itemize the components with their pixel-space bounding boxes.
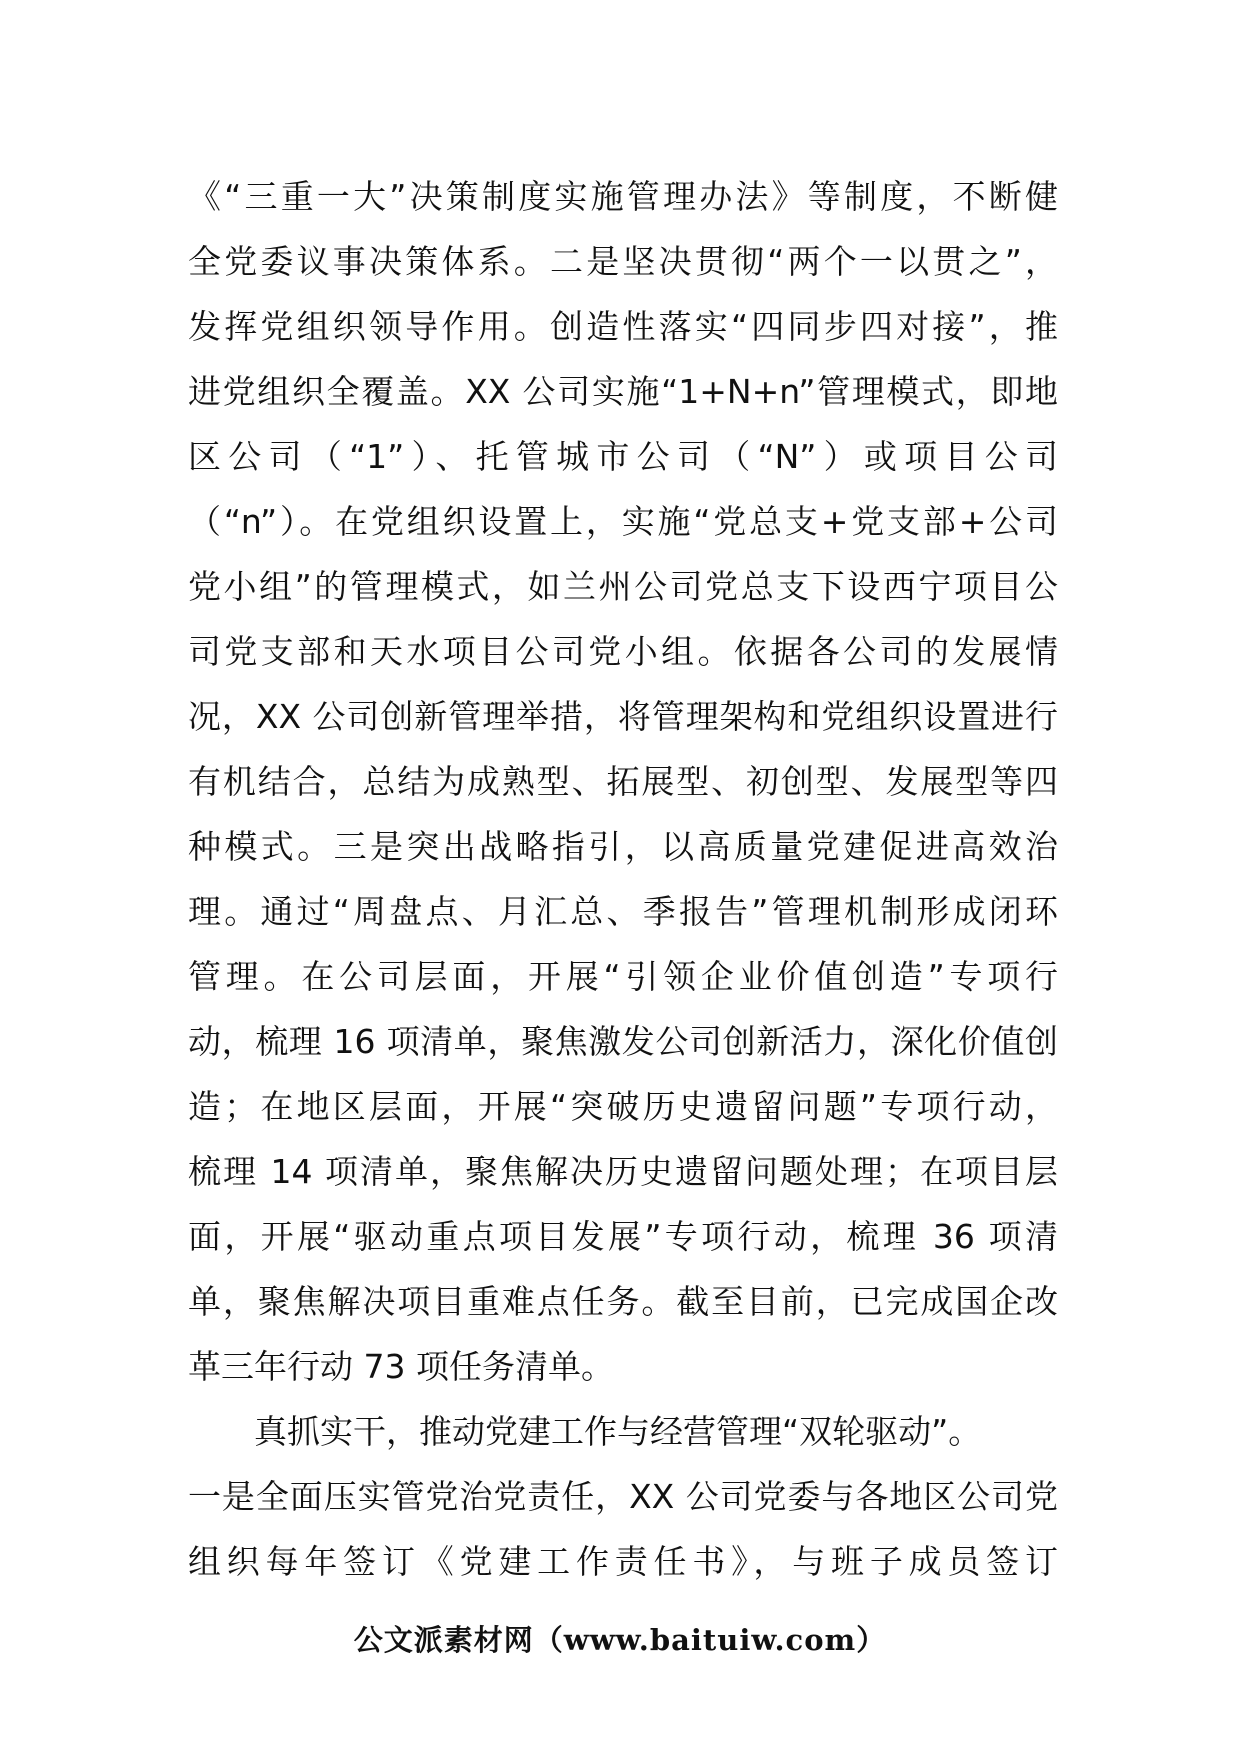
text-line: 区公司（“1”）、托管城市公司（“N”）或项目公司: [188, 437, 1058, 476]
text-line: 梳理 14 项清单，聚焦解决历史遗留问题处理；在项目层: [188, 1152, 1058, 1191]
text-line: 司党支部和天水项目公司党小组。依据各公司的发展情: [188, 632, 1058, 671]
text-line: 管理。在公司层面，开展“引领企业价值创造”专项行: [188, 957, 1058, 996]
text-line: 种模式。三是突出战略指引，以高质量党建促进高效治: [188, 827, 1058, 866]
document-body: [188, 164, 1058, 1594]
footer-watermark: 公文派素材网（www.baituiw.com）: [353, 1623, 887, 1657]
text-line: 单，聚焦解决项目重难点任务。截至目前，已完成国企改: [188, 1282, 1058, 1321]
text-line: 发挥党组织领导作用。创造性落实“四同步四对接”，推: [188, 307, 1058, 346]
paragraph-end-line: 革三年行动 73 项任务清单。: [188, 1347, 614, 1386]
text-line: 理。通过“周盘点、月汇总、季报告”管理机制形成闭环: [188, 892, 1058, 931]
text-line: 组织每年签订《党建工作责任书》，与班子成员签订: [188, 1542, 1058, 1581]
text-line: （“n”）。在党组织设置上，实施“党总支+党支部+公司: [188, 502, 1058, 541]
text-line: 造；在地区层面，开展“突破历史遗留问题”专项行动，: [188, 1087, 1058, 1126]
text-line: 有机结合，总结为成熟型、拓展型、初创型、发展型等四: [188, 762, 1058, 801]
text-line: 面，开展“驱动重点项目发展”专项行动，梳理 36 项清: [188, 1217, 1058, 1256]
text-line: 进党组织全覆盖。XX 公司实施“1+N+n”管理模式，即地: [188, 372, 1058, 411]
text-line: 全党委议事决策体系。二是坚决贯彻“两个一以贯之”，: [188, 242, 1058, 281]
text-line: 况，XX 公司创新管理举措，将管理架构和党组织设置进行: [188, 697, 1058, 736]
text-line: 《“三重一大”决策制度实施管理办法》等制度，不断健: [188, 177, 1058, 216]
paragraph-heading-line: 真抓实干，推动党建工作与经营管理“双轮驱动”。: [254, 1412, 982, 1451]
text-line: 党小组”的管理模式，如兰州公司党总支下设西宁项目公: [188, 567, 1058, 606]
text-line: 动，梳理 16 项清单，聚焦激发公司创新活力，深化价值创: [188, 1022, 1058, 1061]
text-line: 一是全面压实管党治党责任，XX 公司党委与各地区公司党: [188, 1477, 1058, 1516]
